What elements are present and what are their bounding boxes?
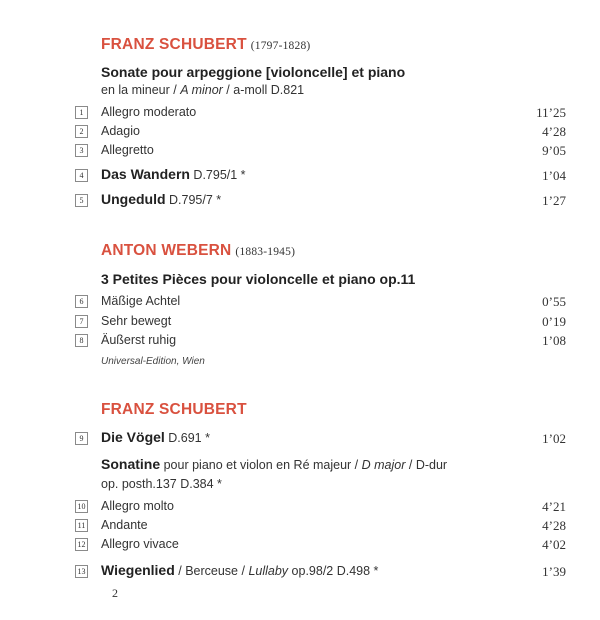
track-number: 11 — [75, 519, 88, 532]
track-time: 11’25 — [536, 105, 566, 120]
track-time: 4’28 — [542, 518, 566, 533]
track-title: Ungeduld D.795/7 * — [101, 191, 222, 207]
track-number: 8 — [75, 334, 88, 347]
track-time: 4’28 — [542, 124, 566, 139]
composer-name: ANTON WEBERN — [101, 242, 232, 259]
track-number: 9 — [75, 432, 88, 445]
track-title: Die Vögel D.691 * — [101, 429, 210, 445]
track-number: 12 — [75, 538, 88, 551]
track-title: Mäßige Achtel — [101, 294, 181, 308]
track-title: Allegretto — [101, 143, 154, 157]
track-number: 7 — [75, 315, 88, 328]
work-subtitle-sonatine: op. posth.137 D.384 * — [101, 477, 222, 491]
track-time: 4’02 — [542, 537, 566, 552]
work-title-arpeggione: Sonate pour arpeggione [violoncelle] et piano — [101, 64, 406, 80]
track-number: 13 — [75, 565, 88, 578]
track-title: Wiegenlied / Berceuse / Lullaby op.98/2 D.498 * — [101, 562, 379, 578]
track-time: 0’55 — [542, 294, 566, 309]
composer-name: FRANZ SCHUBERT — [101, 36, 247, 53]
composer-heading-schubert-1 — [101, 36, 310, 54]
track-number: 3 — [75, 144, 88, 157]
work-title-webern: 3 Petites Pièces pour violoncelle et piano op.11 — [101, 271, 416, 287]
track-number: 6 — [75, 295, 88, 308]
track-time: 1’08 — [542, 333, 566, 348]
track-title: Sehr bewegt — [101, 314, 172, 328]
composer-years: (1883-1945) — [235, 246, 296, 258]
track-title: Adagio — [101, 124, 140, 138]
track-title: Allegro moderato — [101, 105, 197, 119]
work-title-sonatine: Sonatine pour piano et violon en Ré majeur / D major / D-dur — [101, 456, 448, 472]
track-time: 1’04 — [542, 168, 566, 183]
track-time: 4’21 — [542, 499, 566, 514]
track-number: 5 — [75, 194, 88, 207]
track-title: Allegro vivace — [101, 537, 179, 551]
track-number: 4 — [75, 169, 88, 182]
page-number: 2 — [112, 586, 118, 600]
track-title: Andante — [101, 518, 148, 532]
composer-name: FRANZ SCHUBERT — [101, 401, 247, 418]
publisher-note: Universal-Edition, Wien — [101, 356, 205, 367]
track-time: 0’19 — [542, 314, 566, 329]
track-number: 10 — [75, 500, 88, 513]
work-subtitle-arpeggione: en la mineur / A minor / a-moll D.821 — [101, 83, 305, 97]
composer-heading-schubert-2 — [101, 401, 247, 419]
track-time: 1’39 — [542, 564, 566, 579]
track-time: 1’02 — [542, 431, 566, 446]
track-number: 1 — [75, 106, 88, 119]
track-title: Allegro molto — [101, 499, 174, 513]
track-title: Äußerst ruhig — [101, 333, 177, 347]
track-number: 2 — [75, 125, 88, 138]
composer-years: (1797-1828) — [250, 40, 311, 52]
composer-heading-webern — [101, 242, 295, 260]
track-time: 1’27 — [542, 193, 566, 208]
track-title: Das Wandern D.795/1 * — [101, 166, 246, 182]
track-time: 9’05 — [542, 143, 566, 158]
